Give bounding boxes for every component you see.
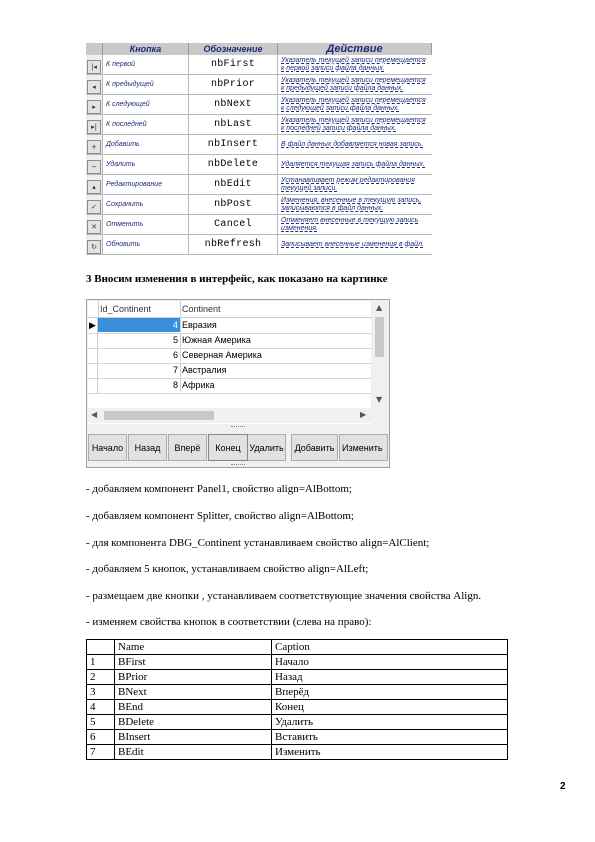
- navigator-row: [86, 135, 432, 155]
- navigator-row: [86, 95, 432, 115]
- cell-number: 5: [87, 715, 115, 730]
- post-record-icon: ✓: [87, 200, 101, 214]
- navigator-button-label: К предыдущей: [103, 75, 189, 95]
- action-line: текущей записи.: [281, 184, 338, 192]
- header-button: Кнопка: [103, 43, 189, 55]
- scroll-right-icon[interactable]: ▶: [360, 410, 367, 419]
- cell-name: BDelete: [115, 715, 272, 730]
- navigator-button-code: nbPost: [189, 195, 278, 215]
- grid-row[interactable]: [88, 378, 371, 394]
- navigator-button-action: [278, 75, 432, 95]
- action-line: изменения.: [281, 224, 318, 232]
- cell-continent[interactable]: Австралия: [182, 365, 227, 375]
- delete-record-icon: −: [87, 160, 101, 174]
- header-designation: Обозначение: [189, 43, 278, 55]
- navigator-button-code: Cancel: [189, 215, 278, 235]
- scroll-left-icon[interactable]: ◀: [91, 410, 98, 419]
- cell-continent[interactable]: Африка: [182, 380, 215, 390]
- navigator-button-code: nbRefresh: [189, 235, 278, 255]
- action-line: Изменения, внесенные в текущую запись,: [281, 196, 422, 204]
- navigator-button-code: nbDelete: [189, 155, 278, 175]
- cell-continent[interactable]: Северная Америка: [182, 350, 262, 360]
- navigator-row: [86, 115, 432, 135]
- cell-number: 2: [87, 670, 115, 685]
- cell-name: BInsert: [115, 730, 272, 745]
- paragraph-two-buttons: - размещаем две кнопки , устанавливаем соответствующие значения свойства Align.: [86, 590, 482, 602]
- names-table-row: [87, 745, 508, 760]
- names-table-header: [87, 640, 508, 655]
- cell-name: BFirst: [115, 655, 272, 670]
- grid-row[interactable]: [88, 318, 371, 334]
- cell-name: BNext: [115, 685, 272, 700]
- form-screenshot: [86, 299, 390, 468]
- paragraph-splitter: - добавляем компонент Splitter, свойство align=AlBottom;: [86, 510, 354, 522]
- button-back[interactable]: Назад: [128, 434, 167, 461]
- navigator-button-label: Редактирование: [103, 175, 189, 195]
- cell-name: BEnd: [115, 700, 272, 715]
- vertical-scrollbar[interactable]: [372, 301, 387, 408]
- grid-row[interactable]: [88, 363, 371, 379]
- last-record-icon: ▸|: [87, 120, 101, 134]
- cell-caption: Вперёд: [272, 685, 508, 700]
- cell-number: 7: [87, 745, 115, 760]
- navigator-button-code: nbEdit: [189, 175, 278, 195]
- scroll-up-icon[interactable]: ▲: [376, 303, 383, 312]
- navigator-button-action: [278, 95, 432, 115]
- navigator-row: [86, 215, 432, 235]
- navigator-button-action: [278, 175, 432, 195]
- button-delete[interactable]: Удалить: [248, 434, 286, 461]
- row-indicator-icon: [88, 333, 98, 348]
- grid-row[interactable]: [88, 348, 371, 364]
- navigator-button-code: nbNext: [189, 95, 278, 115]
- navigator-button-label: Сохранить: [103, 195, 189, 215]
- action-line: к первой записи файла данных.: [281, 64, 385, 72]
- navigator-row: [86, 75, 432, 95]
- cell-number: 1: [87, 655, 115, 670]
- column-header-id[interactable]: Id_Continent: [98, 301, 181, 318]
- cell-caption: Вставить: [272, 730, 508, 745]
- navigator-buttons-table: [86, 43, 432, 255]
- action-line: Указатель текущей записи перемещается: [281, 116, 426, 124]
- prior-record-icon: ◂: [87, 80, 101, 94]
- names-table-row: [87, 670, 508, 685]
- header-action: Действие: [278, 43, 432, 55]
- button-start[interactable]: Начало: [88, 434, 127, 461]
- navigator-button-label: Обновить: [103, 235, 189, 255]
- button-forward[interactable]: Вперё: [168, 434, 207, 461]
- insert-record-icon: +: [87, 140, 101, 154]
- horizontal-scroll-thumb[interactable]: [104, 411, 214, 420]
- names-header-name: Name: [115, 640, 272, 655]
- navigator-button-code: nbLast: [189, 115, 278, 135]
- navigator-button-action: [278, 155, 432, 175]
- names-header-num: [87, 640, 115, 655]
- action-line: к следующей записи файла данных.: [281, 104, 400, 112]
- navigator-button-label: К последней: [103, 115, 189, 135]
- section-heading: 3 Вносим изменения в интерфейс, как показано на картинке: [86, 273, 388, 285]
- cell-number: 3: [87, 685, 115, 700]
- navigator-button-code: nbInsert: [189, 135, 278, 155]
- navigator-button-code: nbFirst: [189, 55, 278, 75]
- header-blank: [86, 43, 103, 55]
- cell-continent[interactable]: Евразия: [182, 320, 217, 330]
- scroll-down-icon[interactable]: ▼: [376, 395, 383, 404]
- navigator-row: [86, 175, 432, 195]
- names-header-caption: Caption: [272, 640, 508, 655]
- names-table-row: [87, 700, 508, 715]
- edit-record-icon: ▴: [87, 180, 101, 194]
- action-line: Указатель текущей записи перемещается: [281, 56, 426, 64]
- cell-name: BPrior: [115, 670, 272, 685]
- navigator-button-code: nbPrior: [189, 75, 278, 95]
- paragraph-dbgrid: - для компонента DBG_Continent устанавливаем свойство align=AlClient;: [86, 537, 430, 549]
- action-line: Удаляется текущая запись файла данных.: [281, 160, 426, 168]
- navigator-button-label: К следующей: [103, 95, 189, 115]
- dbgrid-continent[interactable]: [88, 301, 371, 424]
- navigator-row: [86, 155, 432, 175]
- navigator-button-label: Добавить: [103, 135, 189, 155]
- cell-id[interactable]: 4: [98, 318, 181, 332]
- navigator-button-label: Удалить: [103, 155, 189, 175]
- navigator-button-action: [278, 135, 432, 155]
- cell-caption: Конец: [272, 700, 508, 715]
- row-indicator-icon: [88, 378, 98, 393]
- navigator-row: [86, 195, 432, 215]
- action-line: Указатель текущей записи перемещается: [281, 76, 426, 84]
- column-header-continent[interactable]: Continent: [180, 301, 373, 318]
- action-line: Указатель текущей записи перемещается: [281, 96, 426, 104]
- navigator-button-action: [278, 215, 432, 235]
- cell-id[interactable]: 6: [98, 348, 181, 362]
- row-indicator-icon: ▶: [88, 318, 98, 333]
- cell-name: BEdit: [115, 745, 272, 760]
- next-record-icon: ▸: [87, 100, 101, 114]
- cell-number: 6: [87, 730, 115, 745]
- names-table-row: [87, 715, 508, 730]
- navigator-button-action: [278, 235, 432, 255]
- cell-caption: Начало: [272, 655, 508, 670]
- refresh-record-icon: ↻: [87, 240, 101, 254]
- cell-id[interactable]: 8: [98, 378, 181, 392]
- navigator-button-label: К первой: [103, 55, 189, 75]
- cell-continent[interactable]: Южная Америка: [182, 335, 251, 345]
- action-line: Записывает внесенные изменения в файл.: [281, 240, 424, 248]
- cancel-record-icon: ✕: [87, 220, 101, 234]
- first-record-icon: |◂: [87, 60, 101, 74]
- paragraph-panel: - добавляем компонент Panel1, свойство align=AlBottom;: [86, 483, 352, 495]
- paragraph-buttons: - добавляем 5 кнопок, устанавливаем свойство align=AlLeft;: [86, 563, 369, 575]
- button-add[interactable]: Добавить: [291, 434, 338, 461]
- action-line: к последней записи файла данных.: [281, 124, 397, 132]
- page-number: 2: [560, 781, 566, 792]
- navigator-button-action: [278, 195, 432, 215]
- grid-row[interactable]: [88, 333, 371, 349]
- action-line: записываются в файл данных.: [281, 204, 384, 212]
- navigator-button-label: Отменить: [103, 215, 189, 235]
- action-line: Устанавливает режим редактирования: [281, 176, 415, 184]
- panel-bottom: [88, 430, 388, 463]
- cell-caption: Назад: [272, 670, 508, 685]
- names-table-row: [87, 655, 508, 670]
- button-edit[interactable]: Изменить: [339, 434, 388, 461]
- horizontal-scrollbar[interactable]: [88, 408, 372, 423]
- navigator-row: [86, 55, 432, 75]
- vertical-scroll-thumb[interactable]: [375, 317, 384, 357]
- names-table-row: [87, 730, 508, 745]
- navigator-button-action: [278, 115, 432, 135]
- names-table-row: [87, 685, 508, 700]
- button-end[interactable]: Конец: [208, 434, 248, 461]
- action-line: Отменяет внесенные в текущую запись: [281, 216, 419, 224]
- cell-id[interactable]: 7: [98, 363, 181, 377]
- action-line: В файл данных добавляется новая запись.: [281, 140, 424, 148]
- navigator-button-action: [278, 55, 432, 75]
- panel-bottom-grip: [231, 464, 245, 466]
- navigator-row: [86, 235, 432, 255]
- cell-caption: Изменить: [272, 745, 508, 760]
- button-names-table: [86, 639, 508, 760]
- cell-caption: Удалить: [272, 715, 508, 730]
- paragraph-rename: - изменяем свойства кнопок в соответствии (слева на право):: [86, 616, 372, 628]
- row-indicator-icon: [88, 348, 98, 363]
- action-line: к предыдущей записи файла данных.: [281, 84, 404, 92]
- row-indicator-icon: [88, 363, 98, 378]
- cell-id[interactable]: 5: [98, 333, 181, 347]
- cell-number: 4: [87, 700, 115, 715]
